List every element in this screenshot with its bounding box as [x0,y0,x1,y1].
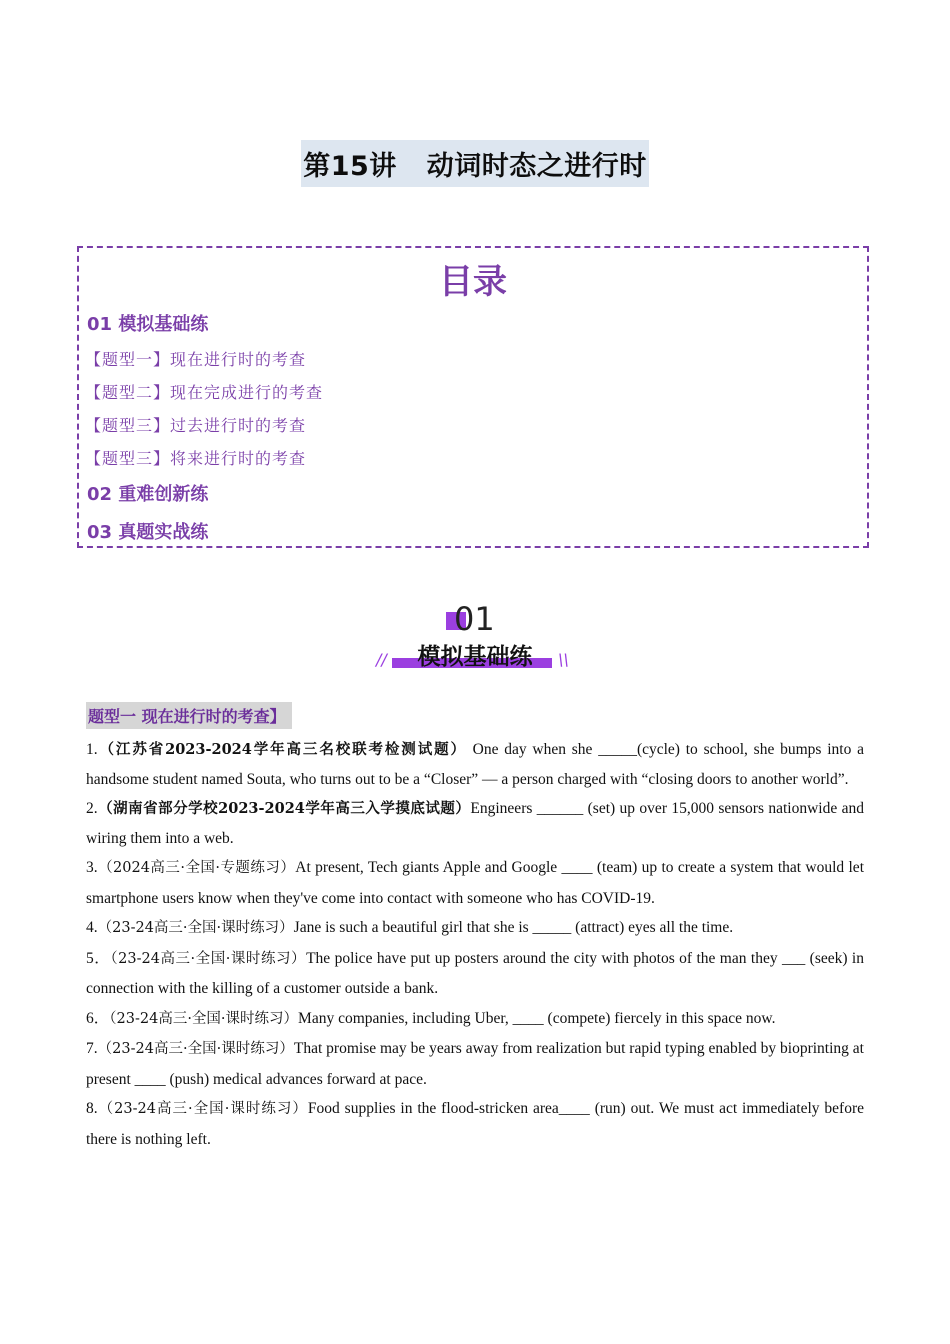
question-number: 8. [86,1100,98,1117]
question-text: Food supplies in the flood-stricken area____ (run) out. We must act immediately before there is nothing left. [86,1100,864,1148]
question-source: （23-24高三·全国·课时练习） [109,1010,299,1027]
toc-section-3[interactable]: 03 真题实战练 [87,522,209,543]
banner-label: 模拟基础练 [417,644,533,670]
toc-item-3[interactable]: 【题型三】过去进行时的考查 [85,416,307,435]
question-text: Many companies, including Uber, ____ (compete) fiercely in this space now. [298,1009,776,1027]
lesson-topic: 动词时态之进行时 [426,151,647,182]
question-source: （23-24高三·全国·课时练习） [110,950,307,967]
question-item [86,1004,864,1035]
page-title [301,140,649,187]
question-source: （23-24高三·全国·课时练习） [97,920,294,936]
table-of-contents [77,246,869,548]
question-list [86,735,864,1154]
question-text: Jane is such a beautiful girl that she is _____ (attract) eyes all the time. [293,919,734,936]
toc-item-2[interactable]: 【题型二】现在完成进行的考查 [85,383,324,402]
toc-heading: 目录 [439,262,507,302]
question-number: 2. [86,800,98,817]
banner-number: 01 [454,600,495,638]
question-source: （23-24高三·全国·课时练习） [97,1101,308,1117]
question-item [86,1034,864,1094]
question-item [86,944,864,1004]
section-banner [370,598,580,678]
question-text: That promise may be years away from realization but rapid typing enabled by bioprinting at present ____ (push) medical advances forward at pace. [86,1040,864,1088]
question-item [86,913,864,944]
toc-section-1[interactable]: 01 模拟基础练 [87,314,209,335]
lesson-number: 第15讲 [303,151,397,182]
toc-item-4[interactable]: 【题型三】将来进行时的考查 [85,449,307,468]
question-item [86,1094,864,1154]
question-source: （湖南省部分学校2023-2024学年高三入学摸底试题） [97,800,471,817]
question-source: （江苏省2023-2024学年高三名校联考检测试题） [97,741,467,758]
question-number: 4. [86,919,98,936]
question-text: The police have put up posters around the city with photos of the man they ___ (seek) in connection with the killing of a customer outside a bank. [86,949,864,997]
question-type-label: 题型一 现在进行时的考查】 [86,702,292,729]
question-source: （2024高三·全国·专题练习） [97,860,296,876]
banner-left-deco: // [376,650,387,669]
toc-item-1[interactable]: 【题型一】现在进行时的考查 [85,350,307,369]
question-item [86,853,864,913]
question-number: 3. [86,859,98,876]
question-number: 6． [86,1009,110,1027]
question-number: 5． [86,949,111,967]
question-source: （23-24高三·全国·课时练习） [97,1041,294,1057]
banner-right-deco: \\ [558,650,569,669]
question-number: 1. [86,741,98,758]
question-number: 7. [86,1040,98,1057]
toc-section-2[interactable]: 02 重难创新练 [87,484,209,505]
page-title-wrap [0,140,950,187]
question-item [86,794,864,853]
question-text: One day when she _____(cycle) to school, she bumps into a handsome student named Souta, who turns out to be a “Closer” — a person charged with “closing doors to another world”. [86,741,864,788]
question-text: At present, Tech giants Apple and Google ____ (team) up to create a system that would let smartphone users know when they've come into contact with someone who has COVID-19. [86,859,864,907]
question-item [86,735,864,794]
question-text: Engineers ______ (set) up over 15,000 sensors nationwide and wiring them into a web. [86,800,864,847]
